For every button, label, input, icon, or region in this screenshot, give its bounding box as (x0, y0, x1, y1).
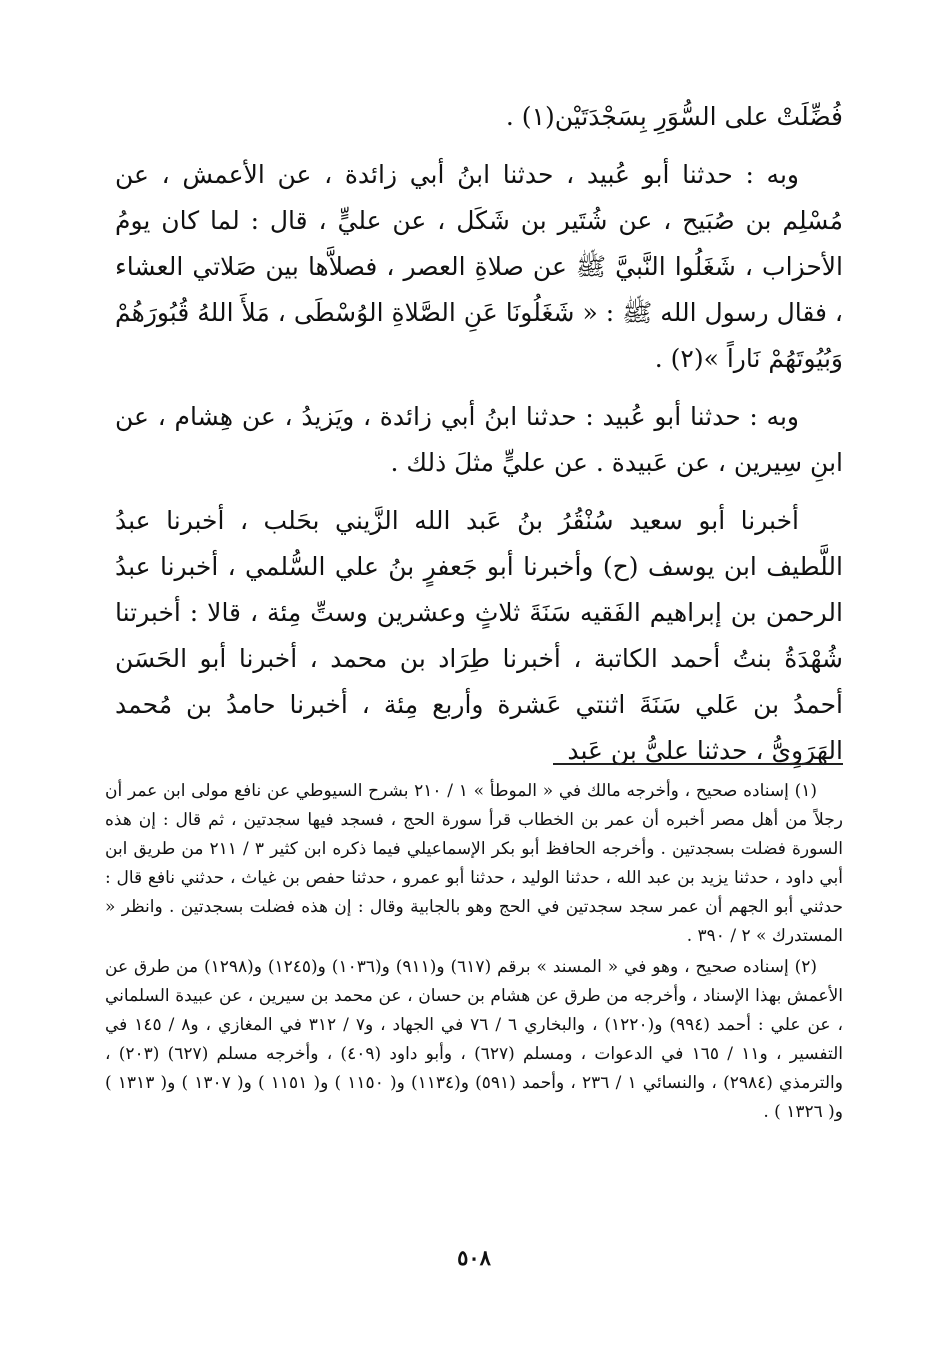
page-number: ٥٠٨ (457, 1245, 491, 1270)
footnote-1: (١) إسناده صحيح ، وأخرجه مالك في « الموطأ » ١ / ٢١٠ بشرح السيوطي عن نافع مولى ابن عمر أن رجلاً من أهل مصر أخبره أن عمر بن الخطاب قرأ سورة الحج ، فسجد فيها سجدتين ، ثم قال : إن هذه السورة فضلت بسجدتين . وأخرجه الحافظ أبو بكر الإسماعيلي فيما ذكره ابن كثير ٣ / ٢١١ من طريق ابن أبي داود ، حدثنا يزيد بن عبد الله ، حدثنا الوليد ، حدثنا أبو عمرو ، حدثنا حفص بن غياث ، حدثني نافع قال : حدثني أبو الجهم أن عمر سجد سجدتين في الحج وهو بالجابية وقال : إن هذه فضلت بسجدتين . وانظر « المستدرك » ٢ / ٣٩٠ . (105, 781, 843, 946)
footnote-2: (٢) إسناده صحيح ، وهو في « المسند » برقم (٦١٧) و(٩١١) و(١٠٣٦) و(١٢٤٥) و(١٢٩٨) من طرق عن الأعمش بهذا الإسناد ، وأخرجه من طرق عن هشام بن حسان ، عن محمد بن سيرين ، عن عبيدة السلماني ، عن علي : أحمد (٩٩٤) و(١٢٢٠) ، والبخاري ٦ / ٧٦ في الجهاد ، و٧ / ٣١٢ في المغازي ، و٨ / ١٤٥ في التفسير ، و١١ / ١٦٥ في الدعوات ، ومسلم (٦٢٧) ، وأبو داود (٤٠٩) ، وأخرجه مسلم (٦٢٧) (٢٠٣) ، والترمذي (٢٩٨٤) ، والنسائي ١ / ٢٣٦ ، وأحمد (٥٩١) و(١١٣٤) و( ١١٥٠ ) و( ١١٥١ ) و( ١٣٠٧ ) و( ١٣١٣ ) و( ١٣٢٦ ) . (105, 957, 843, 1122)
paragraph-2: وبه : حدثنا أبو عُبيد ، حدثنا ابنُ أبي زائدة ، عن الأعمش ، عن مُسْلِم بن صُبَيح ، عن شُتَير بن شَكَل ، عن عليٍّ ، قال : لما كان يومُ الأحزاب ، شَغَلُوا النَّبيَّ ﷺ عن صلاةِ العصر ، فصلاَّها بين صَلاتي العشاء ، فقال رسول الله ﷺ : « شَغَلُونَا عَنِ الصَّلاةِ الوُسْطَى ، مَلأَ اللهُ قُبُورَهُمْ وَبُيُوتَهُمْ نَاراً »(٢) . (115, 160, 843, 373)
paragraph-4: أخبرنا أبو سعيد سُنْقُرُ بنُ عَبد الله الزَّيني بحَلب ، أخبرنا عبدُ اللَّطيف ابن يوسف (ح) وأخبرنا أبو جَعفرٍ بنُ علي السُّلمي ، أخبرنا عبدُ الرحمن بن إبراهيم الفَقيه سَنَةَ ثلاثٍ وعشرين وستِّ مِئة ، قالا : أخبرتنا شُهْدَةُ بنتُ أحمد الكاتبة ، أخبرنا طِرَاد بن محمد ، أخبرنا أبو الحَسَن أحمدُ بن عَلي سَنَةَ اثنتي عَشرة وأربع مِئة ، أخبرنا حامدُ بن مُحمد الهَرَوِيُّ ، حدثنا عليُّ بن عَبد (115, 506, 843, 765)
footnotes (105, 777, 843, 1129)
footnote-separator (553, 763, 843, 765)
paragraph-3: وبه : حدثنا أبو عُبيد : حدثنا ابنُ أبي زائدة ، ويَزيدُ ، عن هِشام ، عن ابنِ سِيرين ، عن عَبيدة . عن عليٍّ مثلَ ذلك . (115, 402, 843, 477)
main-text (115, 94, 843, 786)
paragraph-1: فُضِّلَتْ على السُّوَرِ بِسَجْدَتَيْن(١) . (505, 102, 843, 131)
